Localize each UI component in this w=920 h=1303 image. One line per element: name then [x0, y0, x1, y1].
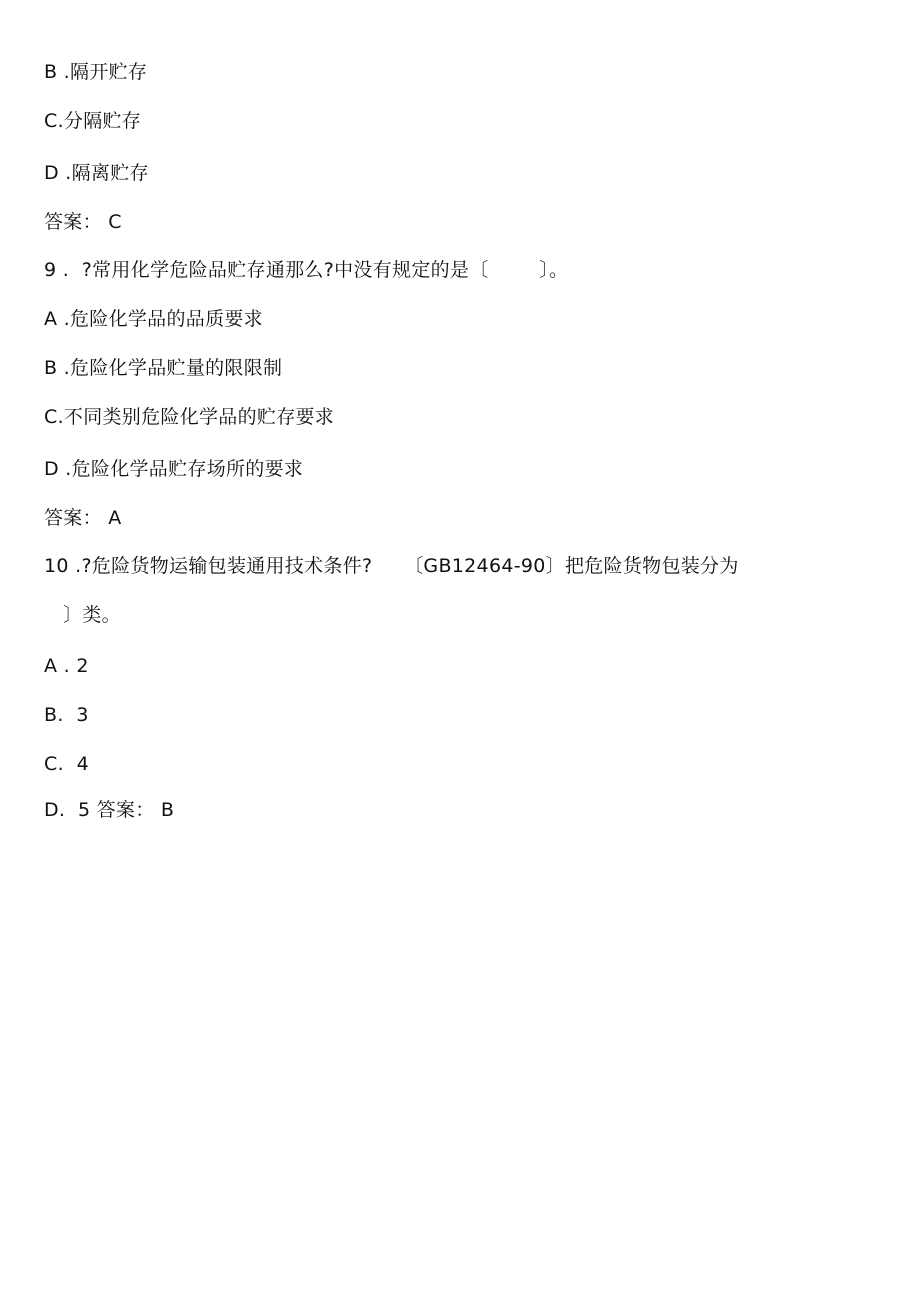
question-9: 9 . ?常用化学危险品贮存通那么?中没有规定的是〔 〕。: [44, 259, 569, 281]
option-c-q10: C. 4: [44, 753, 89, 775]
option-b-q10: B. 3: [44, 704, 89, 726]
option-b-q8: B .隔开贮存: [44, 61, 148, 83]
option-d-q9: D .危险化学品贮存场所的要求: [44, 458, 304, 480]
option-c-q8: C.分隔贮存: [44, 110, 142, 132]
option-c-q9: C.不同类别危险化学品的贮存要求: [44, 406, 335, 428]
question-10-continued: 〕类。: [44, 604, 121, 626]
option-d-q8: D .隔离贮存: [44, 162, 149, 184]
option-b-q9: B .危险化学品贮量的限限制: [44, 357, 283, 379]
answer-q8: 答案： C: [44, 211, 122, 233]
question-10: 10 .?危险货物运输包装通用技术条件? 〔GB12464-90〕把危险货物包装分为: [44, 555, 739, 577]
option-a-q10: A . 2: [44, 655, 89, 677]
option-d-answer-q10: D. 5 答案： B: [44, 799, 175, 821]
answer-q9: 答案： A: [44, 507, 122, 529]
option-a-q9: A .危险化学品的品质要求: [44, 308, 263, 330]
